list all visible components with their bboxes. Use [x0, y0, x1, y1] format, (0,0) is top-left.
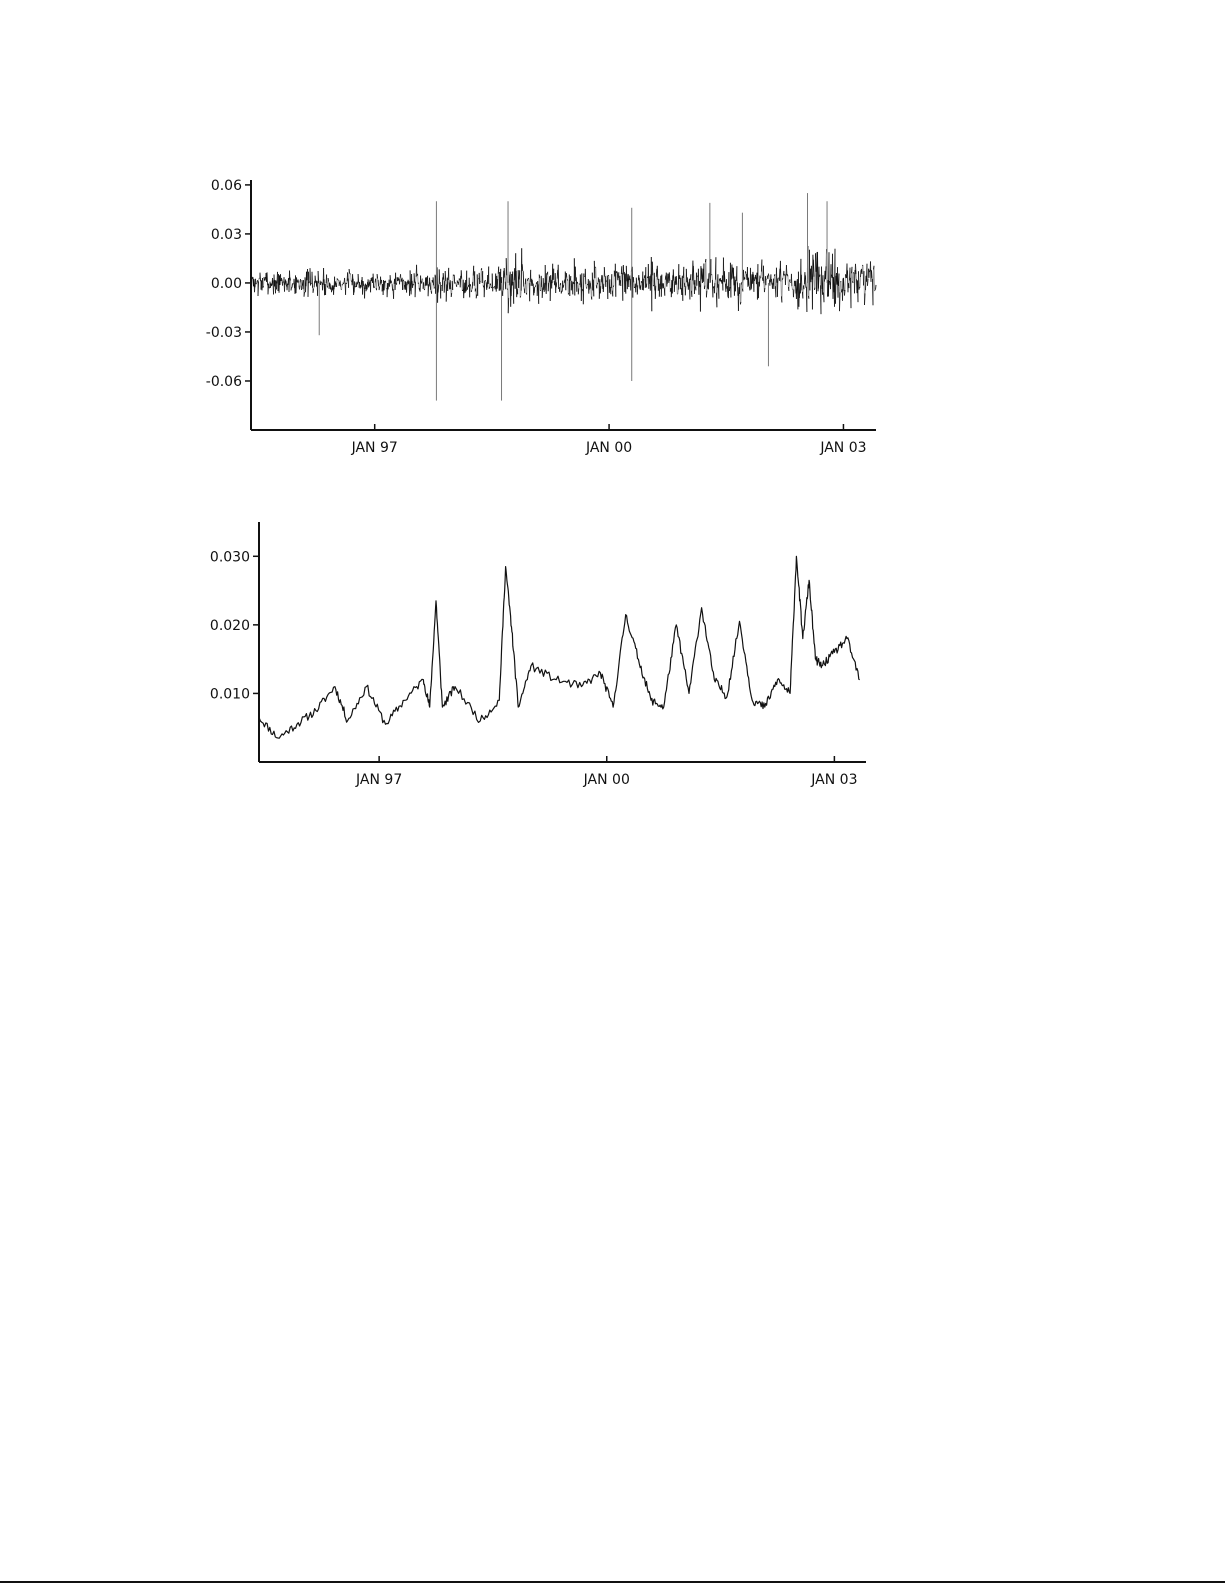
volatility-x-tick-label: JAN 03	[811, 772, 858, 788]
returns-x-tick-label: JAN 00	[585, 440, 633, 456]
volatility-y-tick-label: 0.010	[209, 686, 250, 703]
returns-y-ticks	[206, 178, 251, 390]
returns-series-light	[252, 246, 876, 314]
returns-y-tick-label: 0.06	[210, 177, 242, 194]
returns-y-tick-label: -0.06	[205, 373, 242, 390]
volatility-y-tick-label: 0.020	[209, 617, 250, 634]
returns-series	[251, 193, 876, 401]
page-bottom-rule	[0, 1581, 1225, 1583]
volatility-y-ticks	[210, 549, 259, 702]
volatility-series-line	[259, 556, 860, 738]
returns-y-tick-label: 0.03	[210, 226, 242, 243]
volatility-x-ticks	[355, 756, 857, 788]
returns-x-tick-label: JAN 97	[351, 440, 398, 456]
volatility-x-tick-label: JAN 00	[583, 772, 630, 788]
returns-y-tick-label: -0.03	[205, 324, 242, 341]
returns-x-ticks	[351, 424, 867, 456]
chart-returns	[206, 178, 876, 456]
returns-x-tick-label: JAN 03	[820, 440, 867, 456]
returns-y-tick-label: 0.00	[210, 275, 242, 292]
chart-volatility	[210, 522, 866, 788]
volatility-x-tick-label: JAN 97	[356, 772, 403, 788]
volatility-y-tick-label: 0.030	[209, 549, 250, 566]
